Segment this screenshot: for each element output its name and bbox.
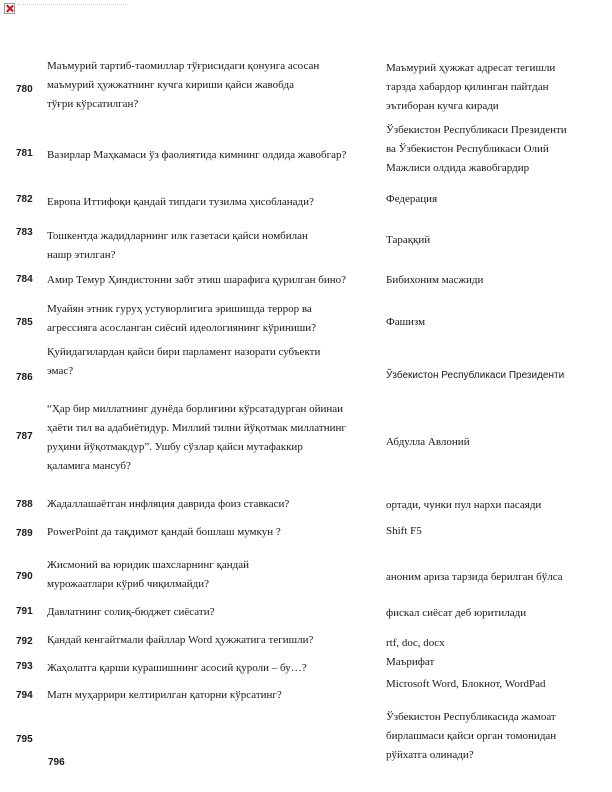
answer-text bbox=[386, 121, 608, 178]
question-number: 786 bbox=[16, 372, 33, 383]
question-line: Вазирлар Маҳкамаси ўз фаолиятида кимнинг олдида жавобгар? bbox=[47, 149, 347, 161]
question-number: 794 bbox=[16, 690, 33, 701]
answer-text bbox=[386, 653, 608, 672]
answer-text bbox=[386, 522, 608, 541]
answer-line: Microsoft Word, Блокнот, WordPad bbox=[386, 678, 546, 690]
page-number: 796 bbox=[48, 757, 65, 768]
answer-line: Федерация bbox=[386, 193, 438, 205]
question-line: мурожаатлари кўриб чиқилмайди? bbox=[47, 578, 210, 590]
question-line: маъмурий ҳужжатнинг кучга кириши қайси жавобда bbox=[47, 79, 294, 91]
answer-text bbox=[386, 366, 608, 385]
answer-text bbox=[386, 496, 608, 515]
question-text bbox=[47, 193, 379, 212]
answer-line: Ўзбекистон Республикасида жамоат bbox=[386, 711, 556, 723]
question-line: Европа Иттифоқи қандай типдаги тузилма ҳисобланади? bbox=[47, 196, 314, 208]
answer-text bbox=[386, 634, 608, 653]
answer-line: Фашизм bbox=[386, 316, 426, 328]
question-number: 782 bbox=[16, 194, 33, 205]
question-text bbox=[47, 523, 379, 542]
question-line: Матн муҳаррири келтирилган қаторни кўрсатинг? bbox=[47, 689, 282, 701]
answer-line: ва Ўзбекистон Республикаси Олий bbox=[386, 143, 549, 155]
question-line: PowerPoint да тақдимот қандай бошлаш мумкун ? bbox=[47, 526, 281, 538]
question-line: нашр этилган? bbox=[47, 249, 116, 261]
answer-line: Маърифат bbox=[386, 656, 435, 668]
question-text bbox=[47, 556, 379, 594]
answer-text bbox=[386, 604, 608, 623]
question-number: 784 bbox=[16, 274, 33, 285]
answer-text bbox=[386, 433, 608, 452]
answer-line: Маъмурий ҳужжат адресат тегишли bbox=[386, 62, 556, 74]
question-line: Маъмурий тартиб-таомиллар тўғрисидаги қонунга асосан bbox=[47, 60, 320, 72]
question-text bbox=[47, 686, 379, 705]
question-text bbox=[47, 659, 379, 678]
question-line: эмас? bbox=[47, 365, 74, 377]
answer-line: аноним ариза тарзида берилган бўлса bbox=[386, 571, 563, 583]
question-number: 787 bbox=[16, 431, 33, 442]
answer-line: rtf, doc, docx bbox=[386, 637, 445, 649]
question-line: Амир Темур Ҳиндистонни забт этиш шарафига қурилган бино? bbox=[47, 274, 347, 286]
question-line: агрессияга асосланган сиёсий идеологиянинг кўриниши? bbox=[47, 322, 317, 334]
answer-line: фискал сиёсат деб юритилади bbox=[386, 607, 527, 619]
question-line: руҳини йўқотмакдур”. Ушбу сўзлар қайси мутафаккир bbox=[47, 441, 303, 453]
question-text bbox=[47, 57, 379, 114]
question-text bbox=[47, 343, 379, 381]
answer-line: тарзда хабардор қилинган пайтдан bbox=[386, 81, 549, 93]
question-number: 793 bbox=[16, 661, 33, 672]
answer-line: Shift F5 bbox=[386, 525, 422, 537]
question-number: 783 bbox=[16, 227, 33, 238]
answer-line: Ўзбекистон Республикаси Президенти bbox=[386, 370, 565, 381]
question-text bbox=[47, 300, 379, 338]
answer-line: Тараққий bbox=[386, 234, 431, 246]
question-text bbox=[47, 400, 379, 476]
answer-text bbox=[386, 708, 608, 765]
question-number: 780 bbox=[16, 84, 33, 95]
question-text bbox=[47, 146, 379, 165]
question-line: Жадаллашаётган инфляция даврида фоиз ставкаси? bbox=[47, 498, 290, 510]
answer-line: Мажлиси олдида жавобгардир bbox=[386, 162, 530, 174]
question-number: 781 bbox=[16, 148, 33, 159]
question-line: тўғри кўрсатилган? bbox=[47, 98, 139, 110]
question-number: 792 bbox=[16, 636, 33, 647]
question-text bbox=[47, 271, 379, 290]
question-line: Жаҳолатга қарши курашишнинг асосий қуроли – бу…? bbox=[47, 662, 307, 674]
question-line: “Ҳар бир миллатнинг дунёда борлиғини кўрсатадурган ойинаи bbox=[47, 403, 344, 415]
question-line: Қуйидагилардан қайси бири парламент назорати субъекти bbox=[47, 346, 321, 358]
question-number: 789 bbox=[16, 528, 33, 539]
question-text bbox=[47, 603, 379, 622]
answer-line: ортади, чунки пул нархи пасаяди bbox=[386, 499, 542, 511]
question-number: 790 bbox=[16, 571, 33, 582]
answer-line: Бибихоним масжиди bbox=[386, 274, 484, 286]
question-line: Тошкентда жадидларнинг илк газетаси қайси номбилан bbox=[47, 230, 308, 242]
question-text bbox=[47, 495, 379, 514]
question-line: Қандай кенгайтмали файллар Word ҳужжатига тегишли? bbox=[47, 634, 314, 646]
answer-text bbox=[386, 190, 608, 209]
answer-text bbox=[386, 59, 608, 116]
answer-line: бирлашмаси қайси орган томонидан bbox=[386, 730, 557, 742]
question-number: 795 bbox=[16, 734, 33, 745]
answer-text bbox=[386, 231, 608, 250]
question-line: Муайян этник гуруҳ устуворлигига эришишда террор ва bbox=[47, 303, 312, 315]
question-line: Давлатнинг солиқ-бюджет сиёсати? bbox=[47, 606, 215, 618]
question-line: ҳаёти тил ва адабиётидур. Миллий тилни йўқотмак миллатнинг bbox=[47, 422, 346, 434]
question-text bbox=[47, 227, 379, 265]
broken-image-icon bbox=[4, 3, 15, 14]
answer-line: эътиборан кучга киради bbox=[386, 100, 499, 112]
answer-line: Ўзбекистон Республикаси Президенти bbox=[386, 124, 567, 136]
answer-text bbox=[386, 271, 608, 290]
answer-text bbox=[386, 313, 608, 332]
answer-line: рўйхатга олинади? bbox=[386, 749, 474, 761]
question-number: 791 bbox=[16, 606, 33, 617]
question-number: 785 bbox=[16, 317, 33, 328]
answer-line: Абдулла Авлоний bbox=[386, 436, 470, 448]
answer-text bbox=[386, 675, 608, 694]
faint-header-line bbox=[18, 4, 128, 10]
question-number: 788 bbox=[16, 499, 33, 510]
question-text bbox=[47, 631, 379, 650]
question-line: Жисмоний ва юридик шахсларнинг қандай bbox=[47, 559, 250, 571]
answer-text bbox=[386, 568, 608, 587]
question-line: қаламига мансуб? bbox=[47, 460, 131, 472]
